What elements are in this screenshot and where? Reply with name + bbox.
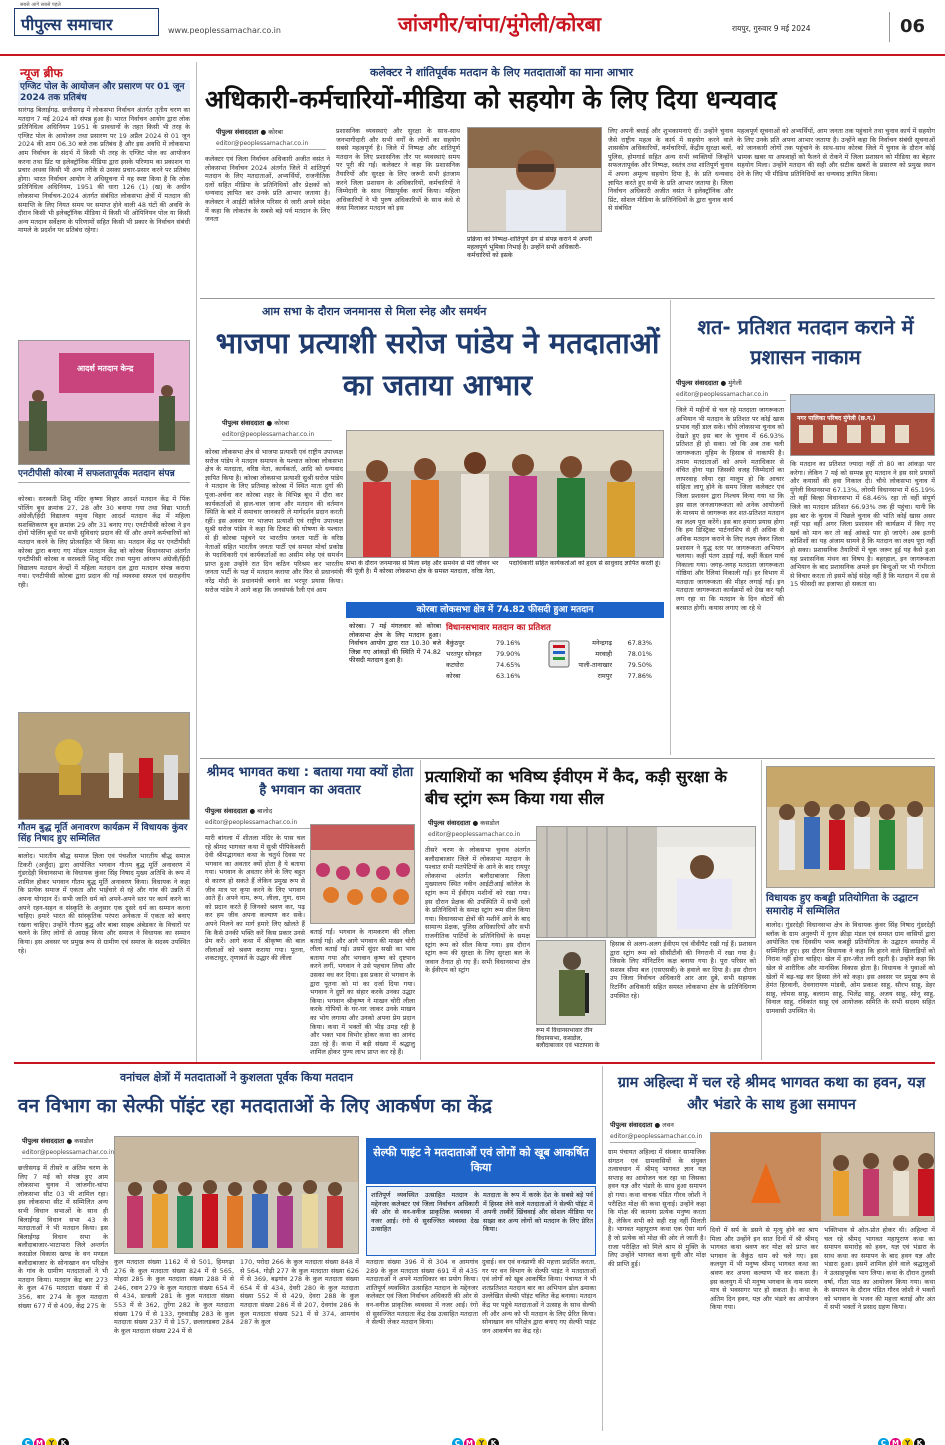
security-guard-photo xyxy=(536,940,606,1025)
turnout-row xyxy=(446,638,664,649)
brief-headline-buddha: गौतम बुद्ध मूर्ति अनावरण कार्यक्रम में विधायक कुंवर सिंह निषाद हुए सम्मिलित xyxy=(18,823,190,848)
article3-place: मुंगेली xyxy=(728,379,742,387)
article4-col2: बताई गईं। भगवान के नामकरण की लीला बताई गई। और आगे भगवान की माखन चोरी लीला बताई गई। उसमें सुंदर सखी का भाव बताया गया और भगवान कृष्ण को दृष्टपान करने लगीं, भगवान ने उसे पहचान लिया और उसका वध कर दिया। इस प्रकार से भगवान के द्वारा पूतना को मां का दर्जा दिया गया। भगवान ने दुष्टों का संहार करके उनका उद्धार किया। भगवान श्रीकृष्ण ने माखन चोरी लीला करके गोपियों के घर-घर जाकर उनके माखन का भोग लगाया और उनको अपना प्रेम प्रदान किया। कथा में भक्तों की भीड़ उमड़ रही है और भक्त भाव विभोर होकर कथा का आनंद उठा रहे हैं। कथा में बड़ी संख्या में श्रद्धालु शामिल होकर पुण्य लाभ प्राप्त कर रहे हैं। xyxy=(310,928,415,1056)
collector-portrait-graphic xyxy=(468,128,602,232)
dateline: रायपुर, गुरुवार 9 मई 2024 xyxy=(732,24,811,33)
percent: 79.50% xyxy=(627,661,652,669)
security-guard-graphic xyxy=(537,941,606,1025)
polling-booth-graphic xyxy=(19,341,190,465)
page-number: 06 xyxy=(889,12,935,42)
strong-room-graphic xyxy=(537,827,756,938)
percent: 79.90% xyxy=(496,650,521,658)
percent: 79.16% xyxy=(496,639,521,647)
brief-body-ntpc: कोरबा। सरस्वती शिशु मंदिर कृष्णा विहार आदर्श मतदान केंद्र में पिंक पोलिंग बूथ क्रमांक 27, 28 और 30 बनाया गया तथा विद्या भारती अंग्रेजी/हिंदी विद्यालय यमुना विहार आदर्श मतदान केंद्र में महिला सशक्तिकरण बूथ क्रमांक 29 और 31 बनाए गए। एनटीपीसी कोरबा ने इन दोनों पोलिंग बूथों पर सभी सुविधाएं प्रदान की थीं और अपने कर्मचारियों को मतदान करने के लिए प्रोत्साहित भी किया था। मतदान केंद्र पर एनटीपीसी कोरबा द्वारा बनाए गए मॉडल मतदान केंद्र को कोरबा विधानसभा अंतर्गत एनटीपीसी कोरबा व सरस्वती शिशु मंदिर तथा यमुना आंग्लभ अंग्रेजी/हिंदी विद्यालय मतदान केन्द्रों में महिला मतदान दल द्वारा मतदान संपन्न कराया गया। एनटीपीसी कोरबा द्वारा प्रदान की गई व्यवस्था सफल एवं सराहनीय रही। xyxy=(18,495,190,589)
article7-col1: कुल मतदाता संख्या 1162 में से 501, हिमगढ़ा 276 के कुल मतदाता संख्या 824 में से 565, मोहदा 285 के कुल मतदाता संख्या 288 में से 246, रवान 279 के कुल मतदाता संख्या 654 में से 434, डल्डली 281 के कुल मतदाता संख्या 553 में से 362, तुरेंगा 282 के कुल मतदाता संख्या 179 में से 133, गुरुवाडीह 283 के कुल मतदाता संख्या 237 में से 157, छलालडबरा 284 के कुल मतदाता संख्या 224 में से xyxy=(114,1258,234,1335)
article1-col4: महत्वपूर्ण सूचनाओं को अभ्यर्थियों, आम जनता तक पहुंचाने तथा चुनाव कार्य में सहयोग के लिए उनके प्रति अपना आभार जताया है। उन्होंने कहा कि निर्वाचन संबंधी सूचनाओं को जानकारी लोगों तक पहुंचाने के साथ-साथ कोरबा जिले में चुनाव के दौरान कोई भ्रामक खबर या अफवाहों को फैलने से रोकने में जिला प्रशासन को मीडिया का बेहतर सहयोग मिला। उन्होंने मतदान की सही और सटीक खबरों के प्रसारण को प्रमुख स्थान देने के लिए भी मीडिया प्रतिनिधियों का धन्यवाद ज्ञापित किया। xyxy=(737,127,935,178)
cmyk-y: Y xyxy=(902,1438,913,1445)
article8-place: लवन xyxy=(662,1121,674,1129)
article7-headline: वन विभाग का सेल्फी पॉइंट रहा मतदाताओं के लिए आकर्षण का केंद्र xyxy=(18,1095,493,1117)
brief-headline-exit-poll: एग्जिट पोल के आयोजन और प्रसारण पर 01 जून 2024 तक प्रतिबंध xyxy=(18,80,190,106)
article1-place: कोरबा xyxy=(268,128,283,136)
buddha-ceremony-graphic xyxy=(19,713,190,820)
article3-headline: शत- प्रतिशत मतदान कराने में प्रशासन नाकाम xyxy=(697,315,914,369)
article7-col4: दुवाई। वन एवं वनप्राणी की महत्ता प्रदर्शित करता, गर पर वन विभाग के सेल्फी पाइंट ने मतदाताओं एवं लोगों को खूब आकर्षित किया। पंचायत ने भी शतप्रतिशत मतदान बार का अभियान ढोल ढमाका उल्लेखित सेल्फी पॉइंट चलित केंद्र बनाया। मतदान केंद्र पर पहुंचे मतदाताओं ने उत्साह के साथ सेल्फी ली और अन्य को भी मतदान के लिए प्रेरित किया। सोनाखान वन परिक्षेत्र द्वारा बनाए गए सेल्फी पाइंट जन आकर्षण का केंद्र रहे। xyxy=(482,1258,596,1335)
havan-yagya-photo xyxy=(710,1132,935,1222)
article5-col1: तीसरे चरण के लोकसभा चुनाव अंतर्गत बलौदाबाजार जिले में लोकसभा मतदान के पश्चात सभी मतपेटियों के आने के बाद रायपुर लोकसभा अंतर्गत बलौदाबाजार जिला मुख्यालय स्थित नवीन आईटीआई कॉलेज के स्ट्रांग रूम में ईवीएम मशीनों को रखा गया। इस दौरान प्रेक्षक की उपस्थिति में सभी दलों के प्रतिनिधियों के समक्ष स्ट्रांग रूम सील किया गया। विधानसभा क्षेत्रों की मशीनें आने के बाद सामान्य प्रेक्षक, पुलिस अधिकारियों और सभी राजनीतिक पार्टियों के प्रतिनिधियों के समक्ष स्ट्रांग रूम को सील किया गया। इस दौरान स्ट्रांग रूम की सुरक्षा के लिए सुरक्षा बल के जवान तैनात हो गए हैं। सभी विधानसभा क्षेत्र के ईवीएम को स्ट्रांग xyxy=(425,846,530,975)
cmyk-k: K xyxy=(488,1438,499,1445)
article2-headline: भाजपा प्रत्याशी सरोज पांडेय ने मतदाताओं का जताया आभार xyxy=(215,326,660,402)
cmyk-y: Y xyxy=(46,1438,57,1445)
article6-body: बालोद। गुंडरदेही विधानसभा क्षेत्र के विधायक कुंवर सिंह निषाद गुंडरदेही ब्लॉक के ग्राम अनुरुपी में नूतन क्रीड़ा मंडल एवं समस्त ग्राम वासियों द्वारा आयोजित एक दिवसीय भव्य कबड्डी प्रतियोगिता के उद्घाटन समारोह में सम्मिलित हुए। इस दौरान विधायक ने कहा कि हारने वाले खिलाड़ियों को निराश नहीं होना चाहिए। खेल में हार-जीत लगी रहती है। उन्होंने कहा कि खेल से शारीरिक और मानसिक विकास होता है। विधायक ने युवाओं को खेलों में बढ़-चढ़ कर हिस्सा लेने को कहा। इस अवसर पर प्रमुख रूप से हेमंत हिरवानी, देवनारायण मांडवी, ओम प्रकाश साहू, सौरभ साहू, डेहर साहू, लोमस साहू, बलराम साहू, भिलेंद्र साहू, अजय साहू, सोनू साहू, विनाल साहू, रविकांत साहू एवं आयोजक समिति के सभी सदस्य सहित ग्रामवासी उपस्थित थे। xyxy=(766,921,935,1015)
constituency: भरतपुर सोनहत xyxy=(446,650,482,658)
article1-email[interactable]: editor@peoplessamachar.co.in xyxy=(216,140,326,150)
voters-queue-graphic xyxy=(115,1137,359,1254)
constituency: बैकुंठपुर xyxy=(446,639,465,647)
article3-col2: कि मतदान का प्रतिशत ज्यादा नहीं तो 80 का आंकड़ा पार करेगा। लेकिन 7 मई को सम्पन्न हुए मतदान ने इस सारे प्रयासों और कयासों की हवा निकाल दी। चौथे लोकसभा चुनाव में मुंगेली विधानसभा 67.13%, लोरमी विधानसभा में 65.19% तो वहीं बिल्हा विधानसभा में 68.46% रहा तो वहीं संपूर्ण जिले का मतदान प्रतिशत 66.93% तक ही पहुंचा। यानी कि इस बार के चुनाव में पिछले चुनाव की भांति कोई खास असर नहीं पड़ा वहीं अगर जिला प्रशासन की कार्यक्रम में किए गए खर्च को मान कर तो कई आंकड़े पार हो जाएंगे। अब इतनी कोशिशों का यह अंजाम सामने है कि मतदान का लक्ष्य पूरा नहीं हो सका। प्रशासनिक तैयारियों में चूक जरूर हुई यह कैसे हुआ यह प्रशासनिक मंथन का विषय है। बहरहाल, इन जागरूकता अभियान के बाद प्रशासनिक अमले इन बिन्दुओं पर भी गंभीरता से विचार करता तो इसमें कोई संदेह नहीं है कि मतदान में दस से 15 फीसदी का इजाफा हो सकता था। xyxy=(790,460,935,589)
article8-email[interactable]: editor@peoplessamachar.co.in xyxy=(610,1133,696,1143)
constituency: मनेन्द्रगढ़ xyxy=(592,639,612,647)
selfie-box-left: शांतिपूर्ण व्यवस्थित उत्साहित मतदान के मद्देनजर कलेक्टर एवं जिला निर्वाचन अधिकारी की ओर से वन-वनीज प्राकृतिक व्यवस्था में नजर आई। रंगो से सुसज्जित व्यवस्था देख उत्साहित xyxy=(371,1191,479,1234)
article8-col2: दिनों में सर्प के डसने से मृत्यु होने का श्राप मिला और उन्होंने इन सात दिनों में श्री श्रीमद् भागवत कथा श्रवण कर मोक्ष को प्राप्त कर भगवान के वैकुंठ धाम को चले गए। इस कलयुग में भी मनुष्य श्रीमद् भागवत कथा का श्रवण कर अपना कल्याण भी कर सकता है। इस कलयुग में भी मनुष्य भगवान के नाम स्मरण मात्र से भवसागर पार हो सकता है। कथा के अंतिम दिन हवन, यज्ञ और भंडारे का आयोजन किया गया। xyxy=(710,1226,818,1312)
saroj-pandey-group-photo xyxy=(346,430,664,558)
article5-col2: हिसाब से अलग-अलग ईवीएम एवं वीवीपैट रखी गई हैं। प्रशासन द्वारा स्ट्रांग रूम को सीसीटीवी की निगरानी में रखा गया है। जिसके लिए मॉनिटरिंग कक्ष बनाया गया है। पूरा परिसर को सशस्त्र सीमा बल (एसएसबी) के हवाले कर दिया है। इस दौरान उप जिला निर्वाचन अधिकारी आर आर दुबे, सभी सहायक रिटर्निंग अधिकारी सहित समस्त लोकसभा क्षेत्र के प्रतिनिधिगण उपस्थित रहे। xyxy=(610,940,756,1000)
article4-email[interactable]: editor@peoplessamachar.co.in xyxy=(205,819,315,829)
article8-col3: भक्तिभाव से ओत-प्रोत होकर थी। अहिल्दा में चल रहे श्रीमद् भागवत महापुराण कथा का समापन समारोह को हवन, यज्ञ एवं भंडारा के साथ कथा का समापन के बाद हवन यज्ञ और भंडारा हुआ। इसमें शामिल होने वाले श्रद्धालुओं ने उत्साहपूर्वक भाग लिया। कथा के दौरान तुलसी वर्षा, गीता पाठ का आयोजन किया गया। कथा के समापन के दौरान पंडित गौरव जोशी ने भक्तों को भगवान के भजन की महत्ता बताई और अंत में सभी भक्तों ने प्रसाद ग्रहण किया। xyxy=(824,1226,935,1312)
article1-byline: पीपुल्स संवाददाता ● कोरबा xyxy=(216,128,283,136)
havan-yagya-graphic xyxy=(711,1133,935,1222)
turnout-table xyxy=(446,638,664,682)
article2-byline-reporter: पीपुल्स संवाददाता xyxy=(222,419,265,427)
article7-place: कसडोल xyxy=(74,1137,94,1145)
brief-body-buddha: बालोद। भारतीय बौद्ध समाज ज्ञिला एवं पंचशील भारतीय बौद्ध समाज टिकरी (अर्जुंदा) द्वारा आयोजित भगवान गौतम बुद्ध मूर्ति अनावरण में गुंडरदेही विधानसभा के विधायक कुंवर सिंह निषाद मुख्य अतिथि के रूप में शामिल होकर भगवान गौतम बुद्ध मूर्ति अनावरण किया। विधायक ने कहा कि प्रत्येक समाज में एकता और भाईचारे से रहे और गांव की उन्नति में अपना योगदान दें। सभी जाति धर्म को अपने-अपने स्तर पर कार्य करने का अपने रहन-सहन व संस्कृति के अनुसार एक दूसरे धर्म का सम्मान करना चाहिए। हमारे भारत की सांस्कृतिक परंपरा अनेकता में एकता को बनाए रखना चाहिए। उन्होंने गौतम बुद्ध और बाबा साहब अंबेडकर के विचारों पर चलने के लिए लोगों से आग्रह किया और समाज ने विधायक का सम्मान किया। इस अवसर पर प्रमुख रूप से ग्रामीण एवं समाज के सदस्य उपस्थित रहे। xyxy=(18,852,190,955)
article5-email[interactable]: editor@peoplessamachar.co.in xyxy=(428,831,538,841)
news-brief-label: न्यूज ब्रीफ xyxy=(20,66,63,80)
constituency: मरवाही xyxy=(595,650,612,658)
percent: 74.65% xyxy=(496,661,521,669)
collector-portrait-photo xyxy=(467,127,602,232)
article5-byline-reporter: पीपुल्स संवाददाता xyxy=(428,819,471,827)
katha-audience-graphic xyxy=(311,825,415,924)
cmyk-marks-left xyxy=(22,1430,70,1445)
municipal-sign: नगर पालिका परिषद मुंगेली (छ.ग.) xyxy=(797,415,876,422)
turnout-row xyxy=(446,660,664,671)
constituency: कटघोरा xyxy=(446,661,464,669)
article3-byline: पीपुल्स संवाददाता ● मुंगेली xyxy=(676,379,742,387)
brief-body-exit-poll: सारंगढ़ बिलाईगढ़. छत्तीसगढ़ में लोकसभा निर्वाचन अंतर्गत तृतीय चरण का मतदान 7 मई 2024 को संपन्न हुआ है। भारत निर्वाचन आयोग द्वारा लोक प्रतिनिधित्व अधिनियम 1951 के प्रावधानों के तहत किसी भी तरह के एग्जिट पोल के आयोजन तथा प्रसारण पर 19 अप्रैल 2024 से 01 जून 2024 की शाम 06.30 बजे तक प्रतिबंध है और इस अवधि में लोकसभा आम निर्वाचन के संदर्भ में किसी भी तरह के एग्जिट पोल का आयोजन करना तथा प्रिंट या इलेक्ट्रॉनिक मीडिया द्वारा इसके परिणाम का प्रकाशन या प्रचार अथवा किसी भी अन्य तरीके से उसका प्रचार-प्रसार करने पर प्रतिबंध होगा। भारत निर्वाचन आयोग ने अधिसूचना में यह स्पष्ट किया है कि लोक प्रतिनिधित्व अधिनियम, 1951 की धारा 126 (1) (ख) के अधीन लोकसभा निर्वाचन-2024 अंतर्गत संबंधित लोकसभा क्षेत्रों में मतदान की समाप्ति के लिए नियत समय पर समाप्त होने वाली 48 घंटों की अवधि के दौरान किसी भी इलेक्ट्रॉनिक मीडिया में किसी भी ओपिनियन पोल या किसी अन्य मतदान सर्वेक्षण के परिणामों सहित किसी भी प्रकार के निर्वाचन संबंधी मामले के प्रदर्शन पर प्रतिबंध रहेगा। xyxy=(18,106,190,235)
article8-col1: ग्राम पंचायत अहिल्दा में संस्कार सामाजिक संगठन एवं ग्रामवासियों के संयुक्त तत्वावधान में श्रीमद् भागवत ज्ञान यज्ञ सप्ताह का आयोजन चल रहा था जिसका हवन यज्ञ और भंडारे के साथ हुआ समापन हो गया। कथा वाचक पंडित गौरव जोशी ने परीक्षित मोक्ष की कथा सुनाई। उन्होंने कहा कि मोक्ष की कामना प्रत्येक मनुष्य करता है, लेकिन सभी को सही राह नहीं मिलती है। भागवत महापुराण कथा एक ऐसा मार्ग है जो प्रत्येक को मोक्ष की ओर ले जाती है। राजा परीक्षित को मिले श्राप से मुक्ति के लिए उन्होंने भागवत कथा सुनी और मोक्ष की प्राप्ति हुई। xyxy=(608,1148,706,1268)
cmyk-marks-right xyxy=(878,1430,926,1445)
polling-booth-photo xyxy=(18,340,190,465)
turnout-row xyxy=(446,671,664,682)
article1-col1: कलेक्टर एवं जिला निर्वाचन अधिकारी अजीत वसंत ने लोकसभा निर्वाचन 2024 अंतर्गत जिले में शांतिपूर्ण मतदान के लिए मतदाताओं, अभ्यर्थियों, राजनीतिक दलों सहित मीडिया के प्रतिनिधियों और प्रेक्षकों को धन्यवाद ज्ञापित कर उनके प्रति आभार जताया है। कलेक्टर ने आईटी कॉलेज परिसर से जारी अपने संदेश में कहा कि लोकतंत्र के सबसे बड़े पर्व मतदान के लिए जनता xyxy=(205,155,330,224)
article2-email[interactable]: editor@peoplessamachar.co.in xyxy=(222,431,332,441)
article6-headline: विधायक हुए कबड्डी प्रतियोगिता के उद्घाटन समारोह में सम्मिलित xyxy=(766,893,919,917)
article4-byline: पीपुल्स संवाददाता ● बालोद xyxy=(205,807,273,815)
katha-audience-photo xyxy=(310,824,415,924)
section-title: जांजगीर/चांपा/मुंगेली/कोरबा xyxy=(398,12,602,36)
cmyk-m: M xyxy=(34,1438,45,1445)
buddha-statue-photo xyxy=(18,712,190,820)
brand-name: पीपुल्स समाचार xyxy=(21,15,113,34)
brand-tagline: सबसे आगे सबसे पहले xyxy=(20,2,61,8)
article4-byline-reporter: पीपुल्स संवाददाता xyxy=(205,807,248,815)
article5-photo-caption: रूम में विधानसभावार तीन विधानसभा, कसडोल, बलौदाबाजार एवं भाटापारा के xyxy=(536,1027,600,1050)
article4-place: बालोद xyxy=(257,807,273,815)
article1-col2: प्रशासनिक व्यवस्थाएं और सुरक्षा के साथ-साथ जनभागीदारी और सभी वर्गों के लोगों का सहयोग सबसे महत्वपूर्ण है। जिले में निष्पक्ष और शांतिपूर्ण मतदान के लिए प्रशासनिक तौर पर व्यवस्थाएं समय पर पूरी की गईं। कलेक्टर ने कहा कि प्रशासनिक तैयारियों और सुरक्षा के लिए जरूरी सभी इंतजाम करने जिला प्रशासन के अधिकारियों, कर्मचारियों ने जिम्मेदारी के साथ निष्ठापूर्वक कार्य किया। महिला अधिकारियों ने भी पुरुष अधिकारियों के साथ कंधे से कंधा मिलाकर मतदान को इस xyxy=(336,127,460,213)
article5-byline: पीपुल्स संवाददाता ● कसडोल xyxy=(428,819,500,827)
cmyk-marks-center xyxy=(452,1430,500,1445)
constituency: कोरबा xyxy=(446,672,461,680)
brand-logo xyxy=(14,2,159,36)
percent: 67.83% xyxy=(627,639,652,647)
article5-headline: प्रत्याशियों का भविष्य ईवीएम में कैद, कड़ी सुरक्षा के बीच स्ट्रांग रूम किया गया सील xyxy=(425,767,727,808)
group-photo-graphic xyxy=(347,431,664,558)
website[interactable]: www.peoplessamachar.co.in xyxy=(168,26,281,35)
article2-body: कोरबा लोकसभा क्षेत्र से भाजपा प्रत्याशी एवं राष्ट्रीय उपाध्यक्ष सरोज पांडेय ने मतदान समापन के पश्चात कोरबा लोकसभा क्षेत्र के मतदाता, वरिष्ठ नेता, कार्यकर्ता, आदि को धन्यवाद ज्ञापित किया है। कोरबा लोकसभा प्रत्याशी सुश्री सरोज पांडेय ने मतदान के लिए प्रतिमाह कोरबा में स्थित माता दुर्गा की पूजा-अर्चना कर कोरबा शहर के विभिन्न बूथ में दौरा कर कार्यकर्ताओं से हाल-चाल जाना और मतदान की वर्तमान स्थिति के बारे में समाचार जानकारी ले मार्गदर्शन प्रदान करती रहीं। इस अवसर पर भाजपा प्रत्याशी एवं राष्ट्रीय उपाध्यक्ष सुश्री सरोज पांडेय ने कहा कि टिकट की घोषणा के पश्चात से ही कोरबा पहुंचने पर भारतीय जनता पार्टी के वरिष्ठ नेताओं सहित भारतीय जनता पार्टी एवं समस्त मोर्चा प्रकोष्ठ के पदाधिकारी एवं कार्यकर्ताओं का असीम स्नेह एवं समर्थन प्राप्त हुआ उन्होंने रात दिन कठिन परिश्रम कर भारतीय जनता पार्टी के पक्ष में मतदान कराया और फिर से प्रधानमंत्री नरेंद्र मोदी के प्रधानमंत्री बनाने का भरपूर प्रयास किया। सरोज पांडेय ने आगे कहा कि जनसंपर्क रैली एवं आम xyxy=(205,448,343,594)
municipal-building-graphic xyxy=(791,395,935,456)
cmyk-k: K xyxy=(58,1438,69,1445)
turnout-box-title: कोरबा लोकसभा क्षेत्र में 74.82 फीसदी हुआ मतदान xyxy=(346,602,664,618)
article1-headline: अधिकारी-कर्मचारियों-मीडिया को सहयोग के लिए दिया धन्यवाद xyxy=(205,85,777,114)
article1-byline-reporter: पीपुल्स संवाददाता xyxy=(216,128,259,136)
brief-headline-ntpc: एनटीपीसी कोरबा में सफलतापूर्वक मतदान संपन्न xyxy=(18,469,190,483)
constituency: रामपुर xyxy=(597,672,612,680)
percent: 63.16% xyxy=(496,672,521,680)
article8-byline-reporter: पीपुल्स संवाददाता xyxy=(610,1121,653,1129)
article3-col1: जिले में महीनों से चल रहे मतदाता जागरूकता अभियान भी मतदान के प्रतिशत पर कोई खास प्रभाव नहीं डाल सके। चौथे लोकसभा चुनाव को देखते हुए इस बार के चुनाव में 66.93% प्रतिशत ही हो सका। जो कि अब तक चली जागरूकता मुहिम के हिसाब से नाकाफी है। तमाम मतदाताओं को अपने मताधिकार से वंचित होना पड़ा जिसकी वजह जिम्मेदारों का लापरवाह रवैया रहा मालूम हो कि आचार संहिता लागू होने के समय जिला कलेक्टर एवं जिला प्रशासन द्वारा निश्चय किया गया था कि इस साल जनजागरूकता को अनेक आयोजनों के माध्यम से जागरूक कर शत-प्रतिशत मतदान का लक्ष्य पूरा करेंगे। इस बार हमारा प्रयास होगा कि हम डिस्ट्रिक्ट पार्टनरशिप से ही अधिक से अधिक मतदान कराने के लिए लक्ष्य लेकर जिला प्रशासन ने युद्ध स्तर पर जागरूकता अभियान चलाया। कहीं पंतग उड़ाई गई, कहीं कैंडल मार्च निकाला गया। जगह-जगह मतदाता जागरूकता गोष्ठियां और रैलियां निकाली गईं। हर विभाग में मतदाता जागरूकता की मीहर लगाई गई। इन मतदाता जागरूकता कार्यक्रमों को देख कर यही लग रहा था कि मतदान के दिन वोटरों की बरसात होगी। कयास लगाए जा रहे थे xyxy=(676,406,784,612)
cmyk-k: K xyxy=(914,1438,925,1445)
kabaddi-event-graphic xyxy=(767,767,935,888)
article2-kicker: आम सभा के दौरान जनमानस से मिला स्नेह और समर्थन xyxy=(262,305,487,318)
selfie-box xyxy=(366,1186,596,1256)
municipal-building-photo xyxy=(790,394,935,456)
polling-booth-sign: आदर्श मतदान केन्द्र xyxy=(77,364,134,373)
article1-col3: लिए अपनी बधाई और शुभकामनाएं दीं। उन्होंने चुनाव जैसे राष्ट्रीय महत्व के कार्य में सहयोग करने वाले शासकीय अधिकारियों, कर्मचारियों, केंद्रीय सुरक्षा बलों, पुलिस, होमगार्ड सहित अन्य सभी व्यक्तियों जिन्होंने सफलतापूर्वक और निष्पक्ष, स्वतंत्र तथा शांतिपूर्ण चुनाव में अपना अमूल्य सहयोग दिया है, के प्रति धन्यवाद ज्ञापित करते हुए सभी के प्रति आभार जताया है। जिला निर्वाचन अधिकारी अजीत वसंत ने इलेक्ट्रॉनिक और प्रिंट, सोशल मीडिया के प्रतिनिधियों के द्वारा चुनाव कार्य से संबंधित xyxy=(608,127,733,213)
cmyk-c: C xyxy=(452,1438,463,1445)
article7-byline-reporter: पीपुल्स संवाददाता xyxy=(22,1137,65,1145)
selfie-box-title: सेल्फी पाइंट ने मतदाताओं एवं लोगों को खूब आकर्षित किया xyxy=(366,1138,596,1184)
article2-place: कोरबा xyxy=(274,419,289,427)
article5-place: कसडोल xyxy=(480,819,500,827)
turnout-box-text: कोरबा। 7 मई मंगलवार को कोरबा लोकसभा क्षेत्र के लिए मतदान हुआ। निर्वाचन आयोग द्वारा रात 10.30 बजे जिन्ना गए आंकड़ों की स्थिति में 74.82 फीसदी मतदान हुआ है। xyxy=(349,622,441,665)
article4-col1: मारी बांगला में शीतला मंदिर के पास चल रहे श्रीमद भागवत कथा में सुश्री पीपिकेश्वरी देवी श्रीमद्भागवत कथा के चतुर्थ दिवस पर भगवान का अवतार क्यों होता है ये बताया गया। भगवान के अवतार लेने के लिए बहुत से कारण हो सकते हैं लेकिन प्रमुख रूप से जीव मात्र पर कृपा करने के लिए भगवान आते हैं। अपने नाम, रूप, लीला, गुण, धाम को प्रदान करते हैं जिनको श्रवण कर, पढ़ कर हम जीव अपना कल्याण कर सकें। अपने मिलने का मार्ग हमारे लिए खोलते हैं कि कैसे उनकी भक्ति करें किस प्रकार उनसे प्रेम करें। आगे कथा में श्रीकृष्ण की बाल लीलाओं को श्रवण कराया गया। पूतना, शकटासुर, तृणावर्त के उद्धार की लीला xyxy=(205,834,305,963)
article8-byline: पीपुल्स संवाददाता ● लवन xyxy=(610,1121,674,1129)
article7-col3: मतदाता संख्या 396 में से 304 व आमगांव 289 के कुल मतदाता संख्या 691 में से 435 मतदाताओं ने अपने मताधिकार का प्रयोग किया। शांतिपूर्ण व्यवस्थित उत्साहित मतदान के मद्देनजर कलेक्टर एवं जिला निर्वाचन अधिकारी की ओर से वन-वनीज प्राकृतिक व्यवस्था में नजर आई। रंगो से सुसज्जित मतदाता केंद्र देख उत्साहित मतदाता ने सेल्फी लेकर मतदान किया। xyxy=(366,1258,478,1327)
article7-kicker: वनांचल क्षेत्रों में मतदाताओं ने कुशलता पूर्वक किया मतदान xyxy=(120,1071,354,1084)
constituency: पाली-तानाखार xyxy=(578,661,612,669)
cmyk-y: Y xyxy=(476,1438,487,1445)
article2-byline: पीपुल्स संवाददाता ● कोरबा xyxy=(222,419,289,427)
strong-room-photo xyxy=(536,826,756,938)
cmyk-c: C xyxy=(878,1438,889,1445)
cmyk-c: C xyxy=(22,1438,33,1445)
article2-photo-caption: सभा के दौरान जनमानस से मिला स्नेह और समर्थन से मेरी जीवन भर की पूंजी है। मैं कोरबा लोकसभा क्षेत्र के समस्त मतदाता, वरिष्ठ नेता, पदाधिकारी सहित कार्यकर्ताओं को हृदय से साधुवाद ज्ञापित करती हूं। xyxy=(346,560,661,575)
voters-queue-photo xyxy=(114,1136,359,1254)
percent: 78.01% xyxy=(627,650,652,658)
turnout-table-title: विधानसभावार मतदान का प्रतिशत xyxy=(446,623,551,633)
article1-kicker: कलेक्टर ने शांतिपूर्वक मतदान के लिए मतदाताओं का माना आभार xyxy=(370,66,634,79)
article7-byline: पीपुल्स संवाददाता ● कसडोल xyxy=(22,1137,94,1145)
percent: 77.86% xyxy=(627,672,652,680)
cmyk-m: M xyxy=(890,1438,901,1445)
article4-headline: श्रीमद भागवत कथा : बताया गया क्यों होता है भगवान का अवतार xyxy=(206,765,414,798)
article7-col2: 170, परोदा 266 के कुल मतदाता संख्या 848 में से 564, गोढ़ी 277 के कुल मतदाता संख्या 626 में से 369, बढ़गांव 278 के कुल मतदाता संख्या 654 में से 434, देवरी 280 के कुल मतदाता संख्या 552 में से 429, देवरा 288 के कुल मतदाता संख्या 286 में से 207, देवगांव 286 के कुल मतदाता संख्या 521 में से 374, आमगांव 287 के कुल xyxy=(240,1258,359,1327)
kabaddi-event-photo xyxy=(766,766,935,888)
article8-headline: ग्राम अहिल्दा में चल रहे श्रीमद भागवत कथा का हवन, यज्ञ और भंडारे के साथ हुआ समापन xyxy=(617,1075,926,1113)
selfie-box-right: मतदाता के रूप में करके देश के सबसे बड़े पर्व में हिस्सा लेने वाले मतदाताओं ने सेल्फी पॉइंट में अपनी तस्वीरें खिंचवाई और सोशल मीडिया पर साझा कर अन्य लोगों को मतदान के लिए प्रेरित किया। xyxy=(483,1191,593,1234)
article3-email[interactable]: editor@peoplessamachar.co.in xyxy=(676,391,786,401)
article7-email[interactable]: editor@peoplessamachar.co.in xyxy=(22,1149,108,1159)
article3-byline-reporter: पीपुल्स संवाददाता xyxy=(676,379,719,387)
turnout-row xyxy=(446,649,664,660)
article7-col0: छत्तीसगढ़ में तीसरे व अंतिम चरण के लिए 7 मई को संपन्न हुए आम लोकसभा चुनाव में जांजगीर-चांपा लोकसभा सीट 03 भी शामिल रहा। इस लोकसभा सीट में सम्मिलित अन्य सभी विधान सभाओं के साथ ही बिलाईगढ़ विधान सभा 43 के मतदाताओं ने भी मतदान किया। इस बिलाईगढ़ विधान सभा के बलौदाबाजार-भाटापारा जिले अन्तर्गत कसडोल विकास खण्ड के वन मण्डल बलौदाबाजार के सोनाखान वन परिक्षेत्र के गांव के ग्रामीण मतदाताओं ने भी मतदान किया। मतदान केंद्र बार 273 के कुल 476 मतदाता संख्या में से 356, बार 274 के कुल मतदाता संख्या 677 में से 409, केंद्र 275 के xyxy=(18,1164,108,1310)
cmyk-m: M xyxy=(464,1438,475,1445)
masthead xyxy=(0,0,945,56)
article1-photo-caption: प्रक्रिया को निष्पक्ष-शांतिपूर्ण ढंग से संपन्न कराने में अपनी महत्वपूर्ण भूमिका निभाई है। उन्होंने सभी अधिकारी-कर्मचारियों को इसके xyxy=(467,236,592,259)
